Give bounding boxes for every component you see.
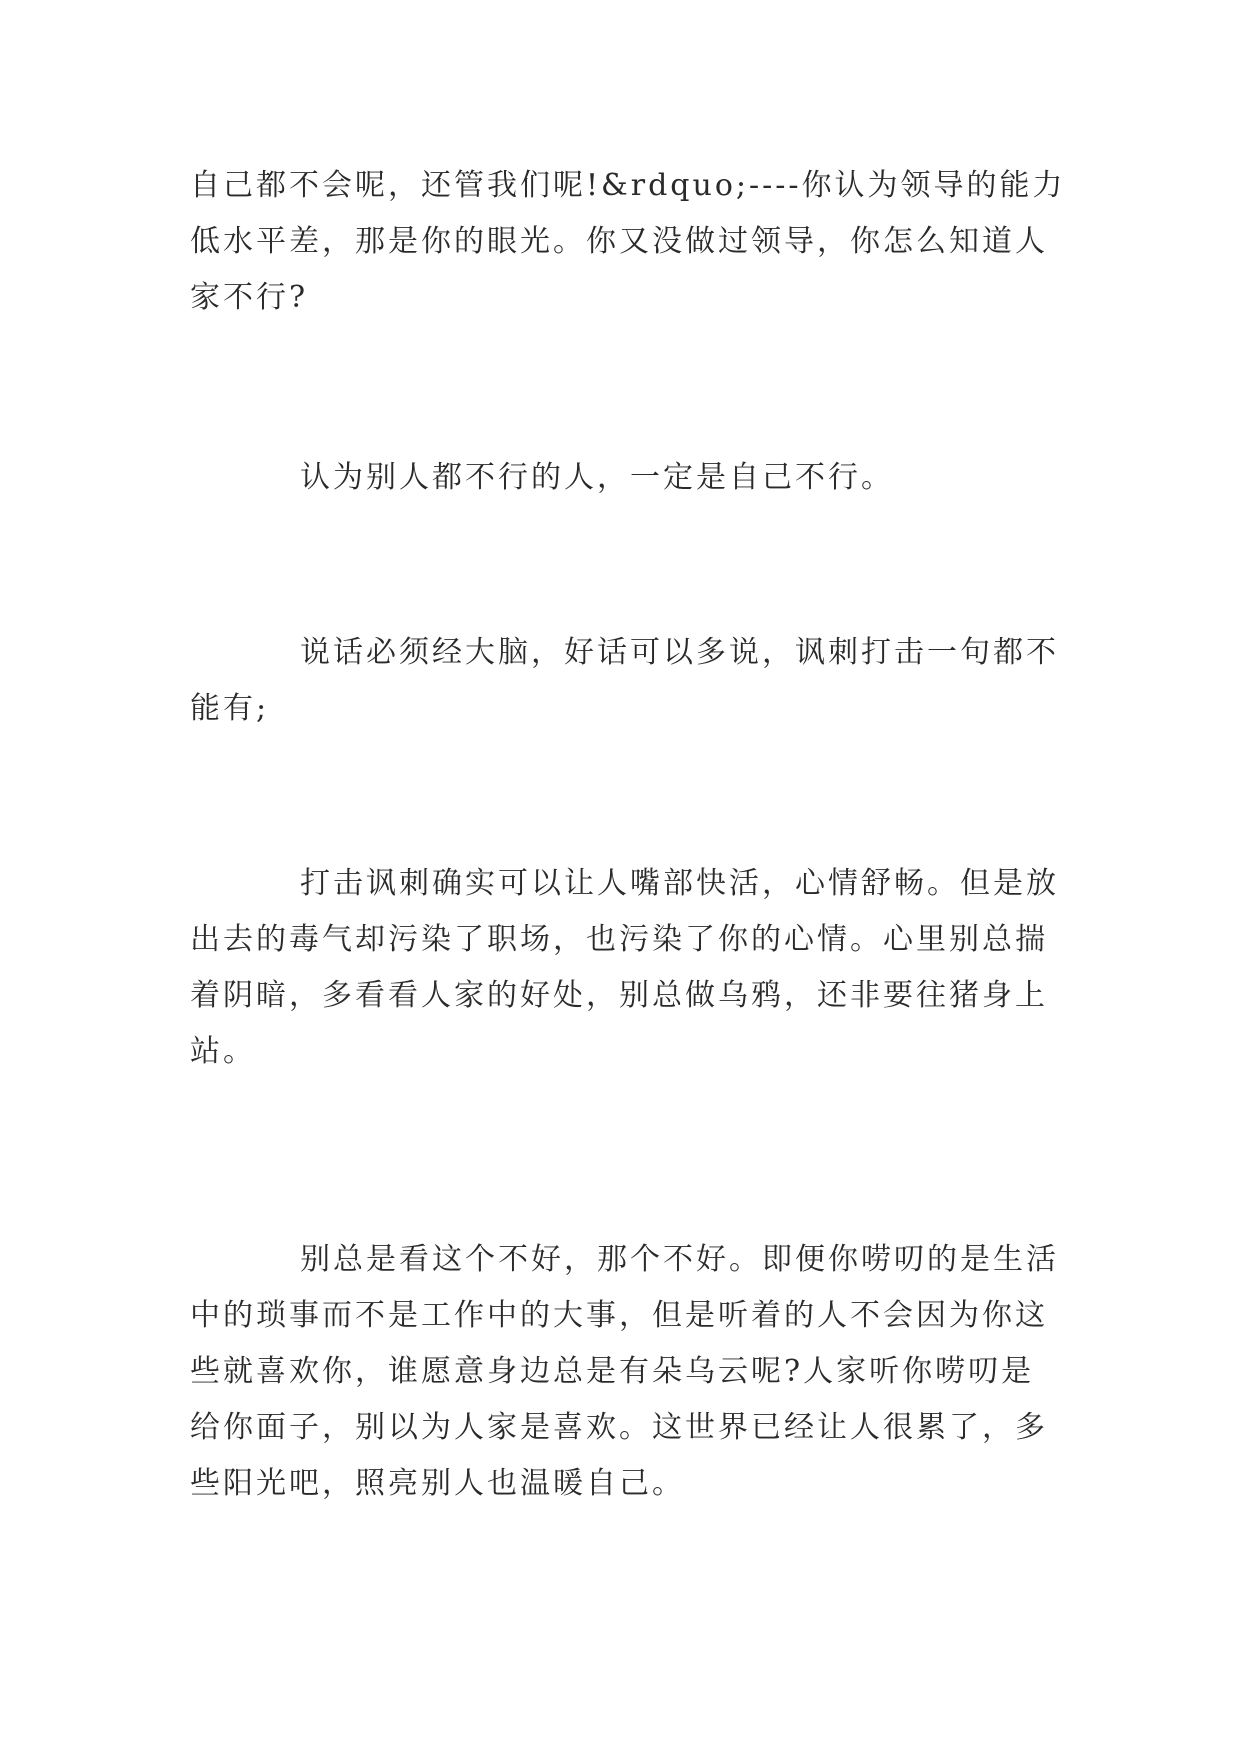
paragraph-5-line-2: 中的琐事而不是工作中的大事，但是听着的人不会因为你这 [190, 1298, 1048, 1333]
paragraph-5 [190, 1232, 1059, 1512]
paragraph-1-line-1: 自己都不会呢，还管我们呢!&rdquo;----你认为领导的能力 [190, 168, 1066, 203]
paragraph-3-line-2: 能有; [190, 691, 270, 726]
paragraph-3-line-1: 说话必须经大脑，好话可以多说，讽刺打击一句都不 [300, 635, 1059, 670]
paragraph-1-line-2: 低水平差，那是你的眼光。你又没做过领导，你怎么知道人 [190, 224, 1048, 259]
paragraph-4-line-1: 打击讽刺确实可以让人嘴部快活，心情舒畅。但是放 [300, 866, 1059, 901]
paragraph-2 [190, 450, 1050, 506]
paragraph-5-line-1: 别总是看这个不好，那个不好。即便你唠叨的是生活 [300, 1242, 1059, 1277]
paragraph-4-line-4: 站。 [190, 1034, 256, 1069]
paragraph-4-line-3: 着阴暗，多看看人家的好处，别总做乌鸦，还非要往猪身上 [190, 978, 1048, 1013]
paragraph-5-line-3: 些就喜欢你，谁愿意身边总是有朵乌云呢?人家听你唠叨是 [190, 1354, 1035, 1389]
paragraph-4-line-2: 出去的毒气却污染了职场，也污染了你的心情。心里别总揣 [190, 922, 1048, 957]
paragraph-3 [190, 625, 1059, 737]
paragraph-1-line-3: 家不行? [190, 280, 309, 315]
paragraph-5-line-4: 给你面子，别以为人家是喜欢。这世界已经让人很累了，多 [190, 1410, 1048, 1445]
paragraph-4 [190, 856, 1059, 1080]
paragraph-5-line-5: 些阳光吧，照亮别人也温暖自己。 [190, 1466, 685, 1501]
paragraph-1 [190, 158, 1066, 326]
paragraph-2-line-1: 认为别人都不行的人，一定是自己不行。 [300, 460, 894, 495]
